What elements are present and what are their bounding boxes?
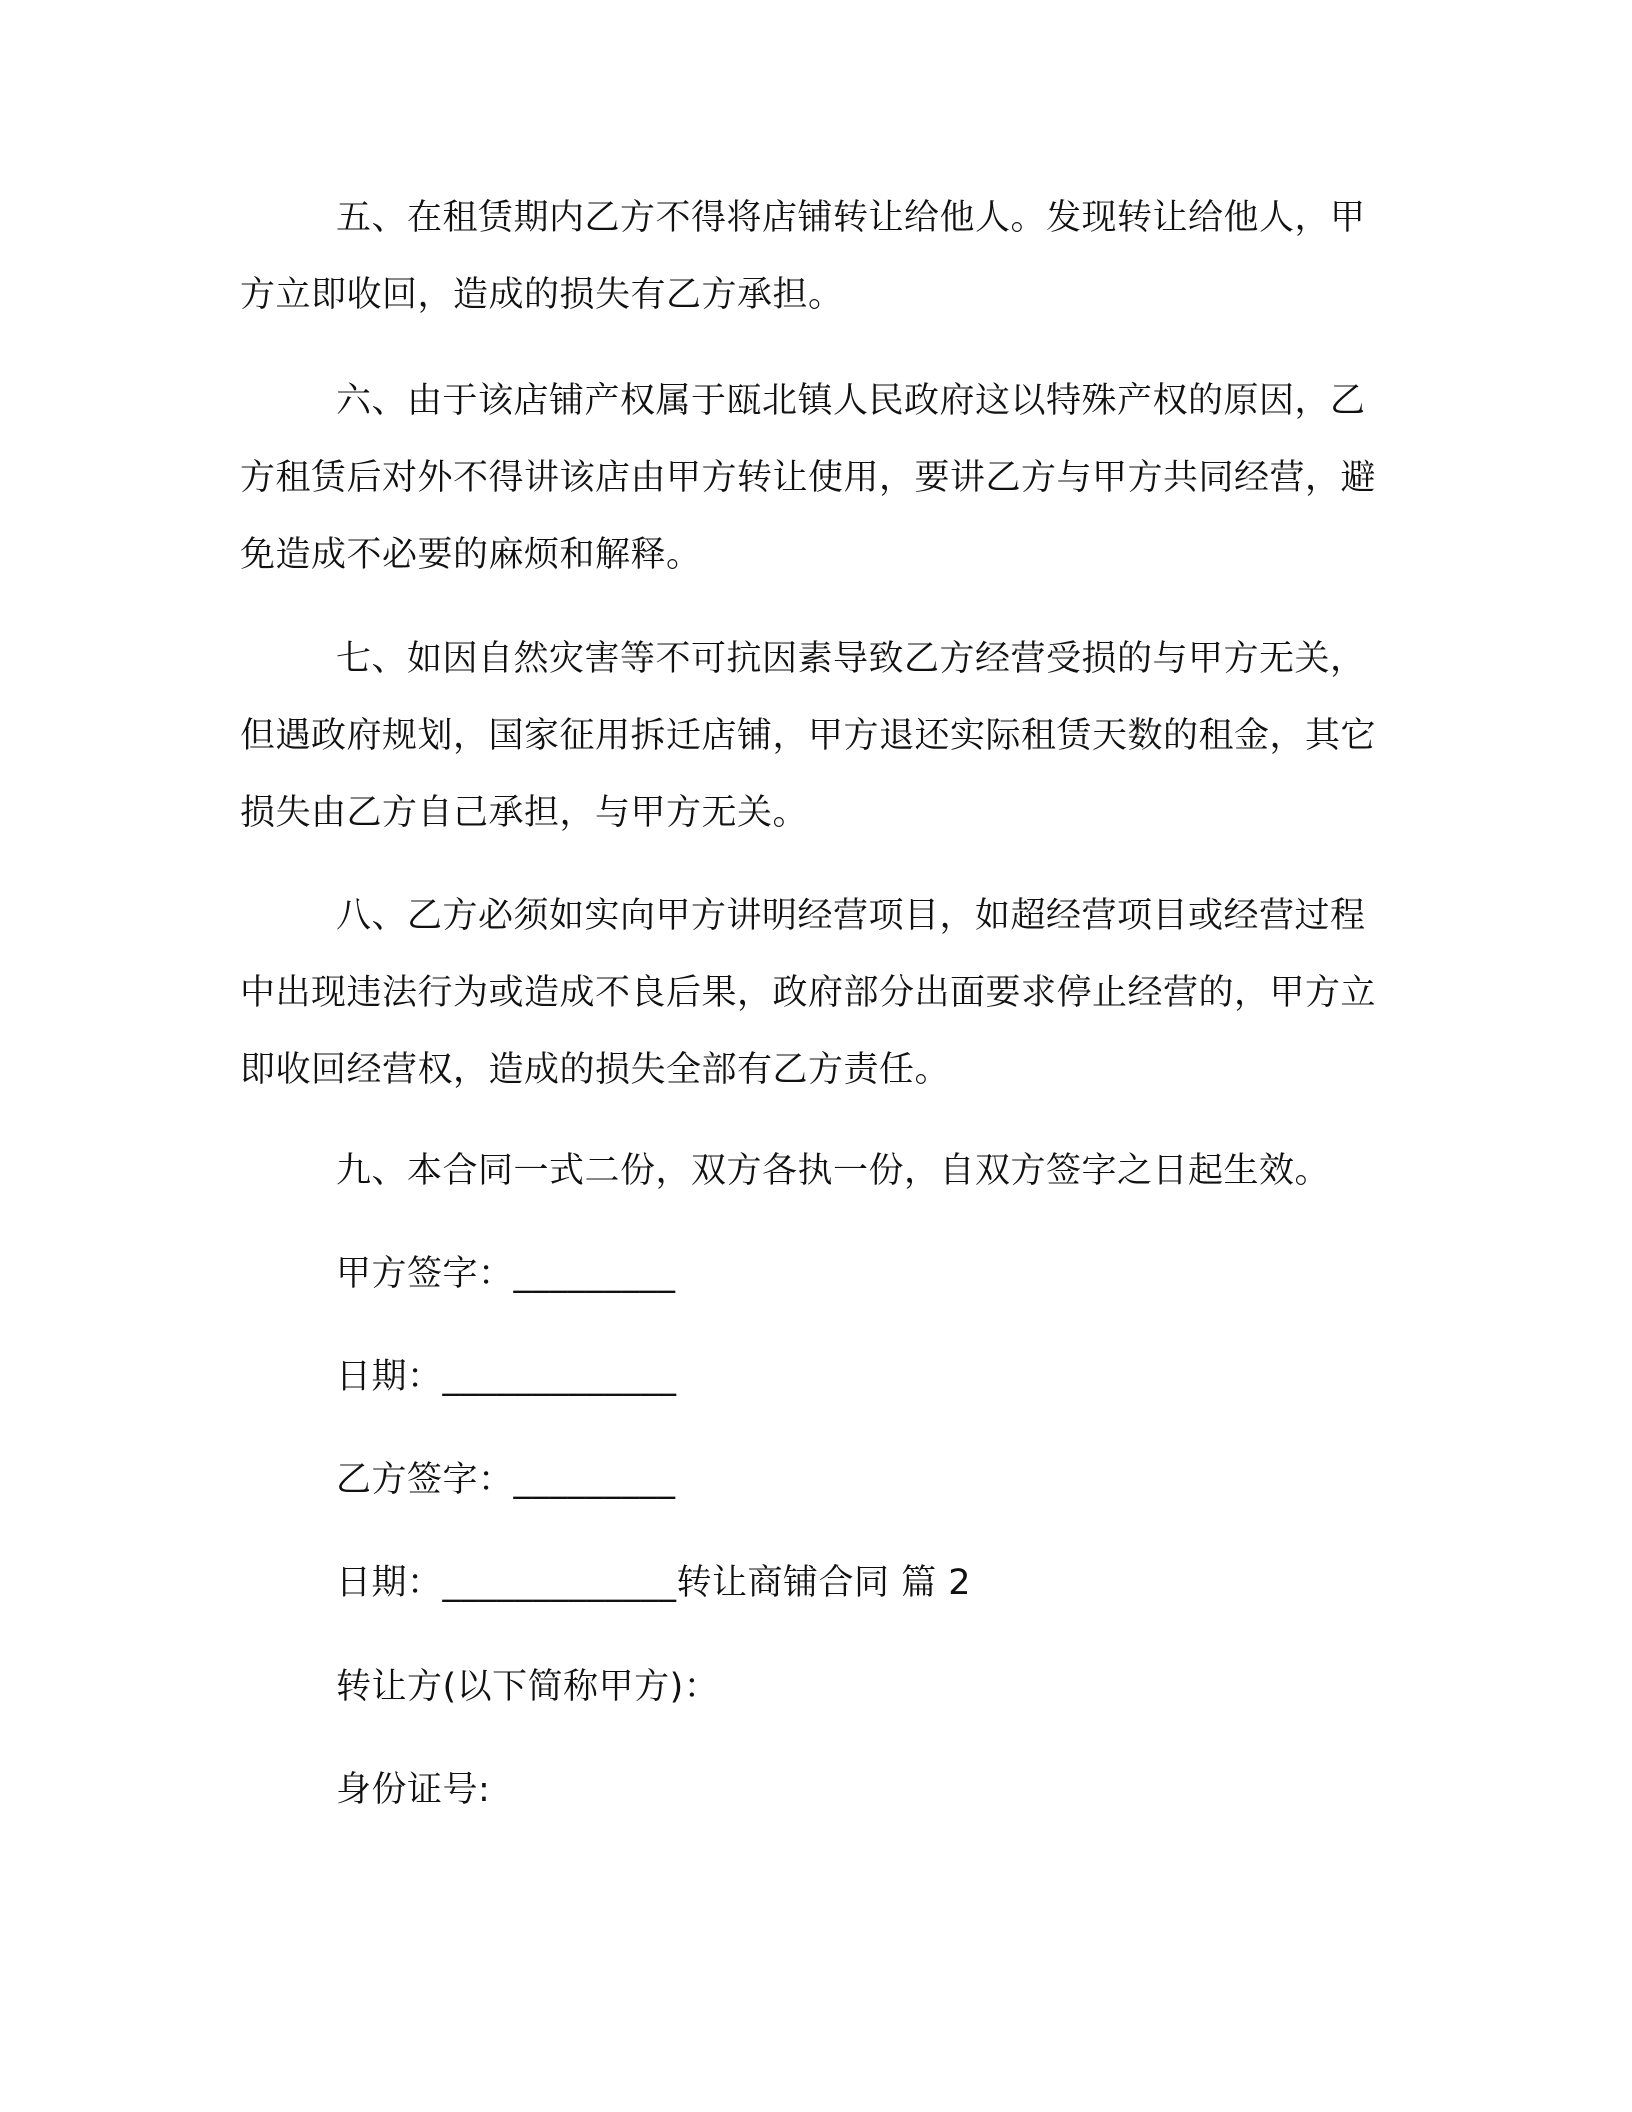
party-a-date-line: 日期：_____________ bbox=[336, 1357, 677, 1397]
clause-8: 八、乙方必须如实向甲方讲明经营项目，如超经营项目或经营过程中出现违法行为或造成不良后果，政府部分出面要求停止经营的，甲方立即收回经营权，造成的损失全部有乙方责任。 bbox=[240, 896, 1377, 1090]
clause-7: 七、如因自然灾害等不可抗因素导致乙方经营受损的与甲方无关，但遇政府规划，国家征用拆迁店铺，甲方退还实际租赁天数的租金，其它损失由乙方自己承担，与甲方无关。 bbox=[240, 639, 1377, 833]
clause-5: 五、在租赁期内乙方不得将店铺转让给他人。发现转让给他人，甲方立即收回，造成的损失有乙方承担。 bbox=[240, 198, 1366, 315]
id-number-label: 身份证号: bbox=[336, 1770, 491, 1810]
clause-9: 九、本合同一式二份，双方各执一份，自双方签字之日起生效。 bbox=[336, 1151, 1331, 1191]
clause-6: 六、由于该店铺产权属于瓯北镇人民政府这以特殊产权的原因，乙方租赁后对外不得讲该店由甲方转让使用，要讲乙方与甲方共同经营，避免造成不必要的麻烦和解释。 bbox=[240, 381, 1377, 575]
transferor-label: 转让方(以下简称甲方)： bbox=[336, 1667, 720, 1707]
party-b-date-line: 日期：_____________转让商铺合同 篇 2 bbox=[336, 1563, 972, 1603]
party-a-signature-line: 甲方签字：_________ bbox=[336, 1254, 676, 1294]
party-b-signature-line: 乙方签字：_________ bbox=[336, 1460, 676, 1500]
